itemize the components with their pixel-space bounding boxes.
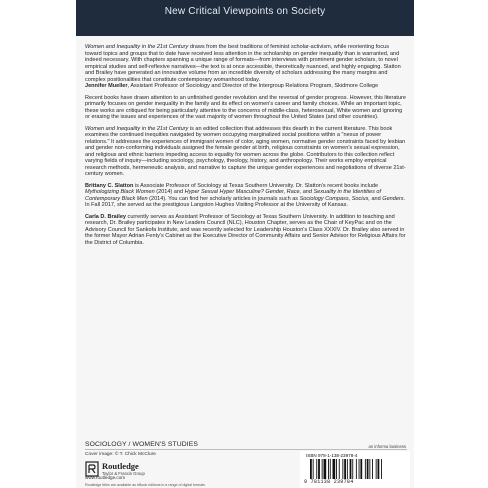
barcode-bar <box>324 459 327 479</box>
informa-label: an informa business <box>368 444 406 449</box>
divider <box>85 449 407 450</box>
isbn: ISBN 978-1-138-23978-4 <box>306 453 358 458</box>
barcode-bar <box>333 459 336 479</box>
bio-brailey <box>85 214 407 247</box>
barcode-bar <box>336 459 337 479</box>
cover-text <box>85 44 407 251</box>
slatton-book-a: Mythologizing Black Women <box>85 189 155 195</box>
barcode-bar <box>310 459 312 479</box>
summary-book-title: Women and Inequality in the 21st Century <box>85 125 189 132</box>
review-text: draws from the best traditions of feminist scholar-activism, while reorienting focus toward topics and groups that to date have received less attention in the scholarship on gender inequality than is warranted, and indeed necessary. With chapters spanning a unique range of formats—from interviews with prominent gender scholars, to novel empirical studies and self-reflexive narratives—the text is at once accessible, theoretically nuanced, and highly engaging. Slatton and Brailey have generated an innovative volume from an incredible diversity of scholars addressing the many margins and complex positionalities that constitute contemporary womanhood today. <box>85 44 401 83</box>
back-cover <box>76 0 414 488</box>
barcode-bar <box>342 459 343 479</box>
slatton-journal-a: Sociology Compass, Socius, <box>299 195 370 202</box>
summary-paragraph-2 <box>85 126 407 178</box>
barcode-bar <box>330 459 331 479</box>
summary-text: is an edited collection that addresses this dearth in the current literature. This book examines the continued inequities navigated by women occupying marginalized social positions within a "nexus of power relations." It addresses the experiences of immigrant women of color, aging women, normative gender constraints faced by lesbian and gender non-conforming individuals assigned the female gender at birth, religious constraints on women's sexual expression, and religious and ethnic barriers impeding access to equality for women across the globe. Contributors to this collection reflect varying fields of inquiry—including sociology, psychology, theology, history, and anthropology. Their works employ empirical research methods, hermeneutic analysis, and narrative to capture the unique gender experiences and negotiations of diverse 21st-century women. <box>85 125 406 177</box>
barcode-box <box>300 451 410 488</box>
barcode-bar <box>372 459 373 479</box>
slatton-text-c: (2014). You can find her scholarly articles in journals such as <box>147 195 300 202</box>
series-title: New Critical Viewpoints on Society <box>164 6 326 17</box>
barcode-bar <box>313 459 314 479</box>
review-paragraph <box>85 44 407 90</box>
barcode-bar <box>376 459 377 479</box>
publisher-name: Routledge <box>102 461 139 471</box>
reviewer-title: , Assistant Professor of Sociology and Director of the Intergroup Relations Program, Skidmore College <box>127 83 379 89</box>
barcode-bar <box>322 459 323 479</box>
summary-paragraph-1: Recent books have drawn attention to an unfinished gender revolution and the reversal of gender progress. However, this literature primarily focuses on gender inequality in the family and its effect on women's career and family choices. While an important topic, these works are critiqued for being particularly attentive to the concerns of middle-class, heterosexual, White women and ignoring or erasing the issues and experiences of the vast majority of women throughout the United States (and other countries). <box>85 94 406 120</box>
slatton-text-a: is Associate Professor of Sociology at Texas Southern University. Dr. Slatton's recent books include <box>133 182 379 189</box>
slatton-text-d: and <box>369 195 383 202</box>
barcode-bar <box>356 459 357 479</box>
barcode-bar <box>381 459 382 479</box>
ebook-footnote: Routledge titles are available as eBook editions in a range of digital formats <box>85 483 205 487</box>
slatton-text-b: (2014) and <box>154 189 185 195</box>
publisher-tagline: Taylor & Francis Group <box>102 471 145 476</box>
review-book-title: Women and Inequality in the 21st Century <box>85 44 189 50</box>
bio-slatton <box>85 183 407 209</box>
subject-category: SOCIOLOGY / WOMEN'S STUDIES <box>85 441 199 448</box>
barcode-bar <box>367 459 369 479</box>
header-band <box>76 0 414 36</box>
brailey-text: currently serves as Assistant Professor of Sociology at Texas Southern University. In addition to teaching and research, Dr. Brailey participates in New Leaders Council (NLC), Houston Chapter, serves as the Chair of KeyPac and on the Advisory Council for Sankofa Institute, and was recently selected for Leadership Houston's Class XXXIV. Dr. Brailey also served in the former Mayor Adrian Fenty's Cabinet as the Executive Director of Community Affairs and Senior Advisor for Religious Affairs for the District of Columbia. <box>85 213 406 246</box>
publisher-website: www.routledge.com <box>85 475 126 480</box>
barcode-bar <box>344 459 346 479</box>
barcode-bar <box>339 459 340 479</box>
slatton-text-e: . In Fall 2017, she served as the prestigious Langston Hughes Visiting Professor at the University of Kansas. <box>85 195 406 208</box>
barcode-bar <box>350 459 352 479</box>
barcode-bar <box>352 459 353 479</box>
slatton-name: Brittany C. Slatton <box>85 182 134 189</box>
barcode-bar <box>318 459 320 479</box>
barcode-bar <box>365 459 366 479</box>
barcode-bar <box>316 459 317 479</box>
cover-credit: Cover image: © T. Chick McClure <box>85 452 156 457</box>
barcode-bar <box>360 459 362 479</box>
barcode-bar <box>378 459 380 479</box>
barcode-bar <box>328 459 329 479</box>
barcode-bar <box>347 459 348 479</box>
barcode-bar <box>369 459 370 479</box>
brailey-name: Carla D. Brailey <box>85 213 127 220</box>
barcode <box>310 459 402 479</box>
barcode-number: 9 781138 239784 <box>304 479 354 485</box>
reviewer-name: Jennifer Mueller <box>85 83 128 89</box>
slatton-journal-b: Genders <box>382 195 404 202</box>
slatton-book-b: Hyper Sexual Hyper Masculine? Gender, Race, and Sexuality in the Identities of Contemporary Black Men <box>85 189 382 202</box>
barcode-bar <box>359 459 360 479</box>
